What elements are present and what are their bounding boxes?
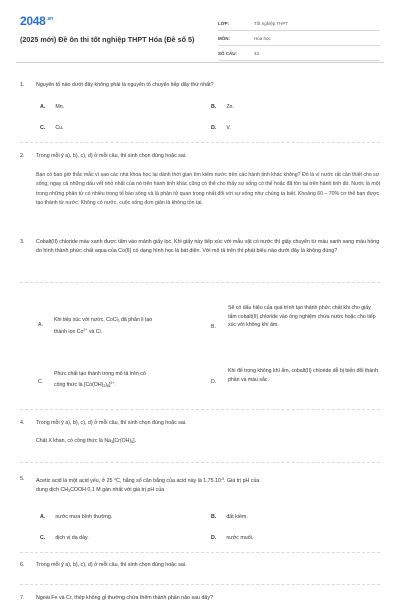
header-divider	[16, 62, 384, 63]
q3-option-c[interactable]: Phức chất tạo thành trong mô tả trên có công thức là $[Co(OH)_2)_6]^{2+}$.	[54, 371, 146, 388]
question-6	[20, 561, 382, 570]
question-5	[20, 475, 382, 495]
q3-option-a[interactable]: Khi tiếp xúc với nước, CoCl$_2$ đã phân li tạo thành ion $Co^{2+}$ và Cl.	[54, 317, 153, 335]
question-text: Nguyên tố nào dưới đây không phải là nguyên tố chuyển tiếp dãy thứ nhất?	[36, 82, 214, 88]
question-2	[20, 152, 382, 209]
meta-class: LỚP: Tốt nghiệp THPT	[218, 16, 380, 31]
question-number: 4.	[20, 420, 25, 426]
question-7	[20, 594, 382, 603]
page-header	[0, 0, 400, 60]
question-3	[20, 238, 382, 255]
exam-title: (2025 mới) Đề ôn thi tốt nghiệp THPT Hóa (Đề số 5)	[20, 35, 195, 44]
divider	[20, 409, 380, 410]
question-number: 7.	[20, 595, 25, 601]
meta-question-count: SỐ CÂU: 43	[218, 46, 380, 61]
divider	[20, 552, 380, 553]
question-number: 2.	[20, 153, 25, 159]
question-1	[20, 81, 382, 90]
meta-subject: MÔN: Hóa học	[218, 31, 380, 46]
question-text: Trong mỗi ý a), b), c), d) ở mỗi câu, thí sinh chọn đúng hoặc sai.	[36, 562, 187, 568]
question-4	[20, 419, 382, 428]
q1-option-d[interactable]: D. V.	[211, 125, 231, 131]
q3-option-b-label[interactable]: B.	[211, 324, 216, 330]
q3-option-b[interactable]: Sẽ có dấu hiệu của quá trình tạo thành phức chất khi cho giấy tẩm cobalt(II) chloride vào ống nghiệm chứa nước hoặc cho tiếp xúc với không khí ẩm.	[228, 305, 376, 329]
q1-option-b[interactable]: B. Zn.	[211, 104, 234, 110]
q1-option-a[interactable]: A. Mn.	[40, 104, 65, 110]
question-text: Trong mỗi ý a), b), c), d) ở mỗi câu, thí sinh chọn đúng hoặc sai.	[36, 420, 187, 426]
question-text: Cobalt(II) chloride màu xanh được tẩm vào mảnh giấy lọc. Khi giấy này tiếp xúc với mẫu vật có nước thì giấy chuyển từ màu xanh sang màu hồng do hình thành phức chất aqua của Co(II) có dạng hình học là bát diện. Với mô tả trên thì phát biểu nào dưới đây là không đúng?	[36, 239, 380, 254]
divider	[20, 282, 380, 283]
question-number: 5.	[20, 476, 25, 482]
q5-option-b[interactable]: B. đất kiềm.	[211, 514, 248, 520]
question-text: Ngoài Fe và Cr, thép không gỉ thường chứa thêm thành phần nào sau đây?	[36, 595, 213, 601]
q3-option-a-label[interactable]: A.	[38, 322, 43, 328]
q5-option-c[interactable]: C. dịch vị dạ dày.	[40, 535, 89, 541]
question-text: Trong mỗi ý a), b), c), d) ở mỗi câu, thí sinh chọn đúng hoặc sai.	[36, 153, 187, 159]
question-number: 1.	[20, 82, 25, 88]
q5-option-a[interactable]: A. nước mưa bình thường.	[40, 514, 113, 520]
q3-option-c-label[interactable]: C.	[38, 379, 44, 385]
q3-option-d-label[interactable]: D.	[211, 379, 217, 385]
q3-option-d[interactable]: Khi để trong không khí ẩm, cobalt(II) chloride dễ bị biến đổi thành phần và màu sắc.	[228, 368, 378, 383]
divider	[20, 142, 380, 143]
question-number: 6.	[20, 562, 25, 568]
question-number: 3.	[20, 239, 25, 245]
divider	[20, 462, 380, 463]
exam-meta	[218, 16, 380, 61]
q5-option-d[interactable]: D. nước muối.	[211, 535, 254, 541]
q1-option-c[interactable]: C. Cu.	[40, 125, 64, 131]
reading-passage: Bạn có bao giờ thắc mắc vì sao các nhà khoa học lại dành thời gian tìm kiếm nước trên các hành tinh khác không? Đó là vì nước rất cần thiết cho sự sống; ngay cả những dấu vết nhỏ nhất của nó trên hành tinh khác cũng có thể cho thấy sự sống có thể hoặc đã tồn tại trên hành tinh đó. Nước là một trong những phân tử có nhiều trong tế bào sống và là phân tử quan trọng nhất đối với sự sống như chúng ta biết. Khoảng 60 – 70% cơ thể bạn được tạo thành từ nước. Không có nước, cuộc sống đơn giản là không tồn tại.	[36, 171, 381, 207]
question-text: Acetic acid là một acid yếu, ở 25 °C, hằng số cân bằng của acid này là $1,75.10^{-5}$. Giá trị pH của dung dịch $CH_3COOH$ 0,1 M gần nhất với giá trị pH của	[36, 477, 260, 493]
divider	[20, 584, 380, 585]
site-logo[interactable]: $2048^{.vn}$	[20, 14, 53, 28]
q4-passage: Chất X khan, có công thức là $Na_3[Cr(OH)_6]$.	[36, 438, 136, 444]
